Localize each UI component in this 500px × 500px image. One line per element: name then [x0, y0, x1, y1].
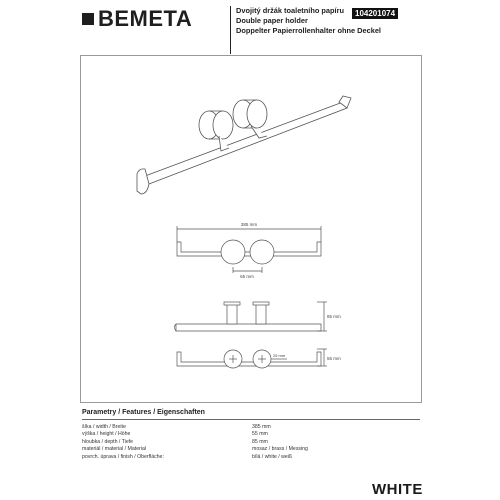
product-illustration: [137, 96, 351, 194]
param-label: šíka / width / Breite: [82, 424, 126, 430]
param-label: povrch. úprava / finish / Oberfläche:: [82, 453, 164, 460]
dim-width-label: 385 mm: [240, 222, 258, 227]
dim-height-label: 55 mm: [327, 356, 341, 361]
finish-label: WHITE: [372, 481, 423, 498]
dim-spacing-label: 65 mm: [240, 274, 254, 279]
logo-square-icon: [82, 13, 94, 25]
param-label: výška / height / Höhe: [82, 431, 131, 438]
param-label: hloubka / depth / Tiefe: [82, 438, 134, 445]
title-de: Doppelter Papierrollenhalter ohne Deckel: [236, 26, 381, 36]
front-view: [177, 226, 321, 273]
bottom-view: [177, 349, 327, 368]
header-divider: [230, 6, 231, 54]
param-row: [82, 431, 412, 438]
title-cs: Dvojitý držák toaletního papíru: [236, 6, 344, 15]
param-value: bílá / white / weiß: [252, 453, 293, 460]
param-value: 55 mm: [252, 431, 268, 438]
brand-logo: [82, 8, 192, 30]
drawing-frame: [80, 55, 422, 403]
param-value: mosaz / brass / Messing: [252, 446, 308, 453]
param-row: [82, 446, 412, 453]
parameters-title: Parametry / Features / Eigenschaften: [82, 409, 205, 416]
param-value: 385 mm: [252, 424, 271, 430]
param-row: [82, 454, 412, 461]
dim-depth-label: 85 mm: [327, 314, 341, 319]
product-code-badge: 104201074: [352, 8, 398, 19]
title-en: Double paper holder: [236, 16, 308, 26]
brand-name: BEMETA: [98, 6, 193, 31]
dim-bolt-label: 25 mm: [273, 353, 286, 358]
param-row: [82, 424, 412, 431]
parameters-table: [82, 424, 412, 461]
param-label: materiál / material / Material: [82, 446, 146, 453]
param-row: [82, 439, 412, 446]
parameters-divider: [82, 419, 420, 420]
technical-drawing: [81, 56, 421, 402]
param-value: 85 mm: [252, 438, 268, 445]
top-view: [175, 302, 328, 331]
